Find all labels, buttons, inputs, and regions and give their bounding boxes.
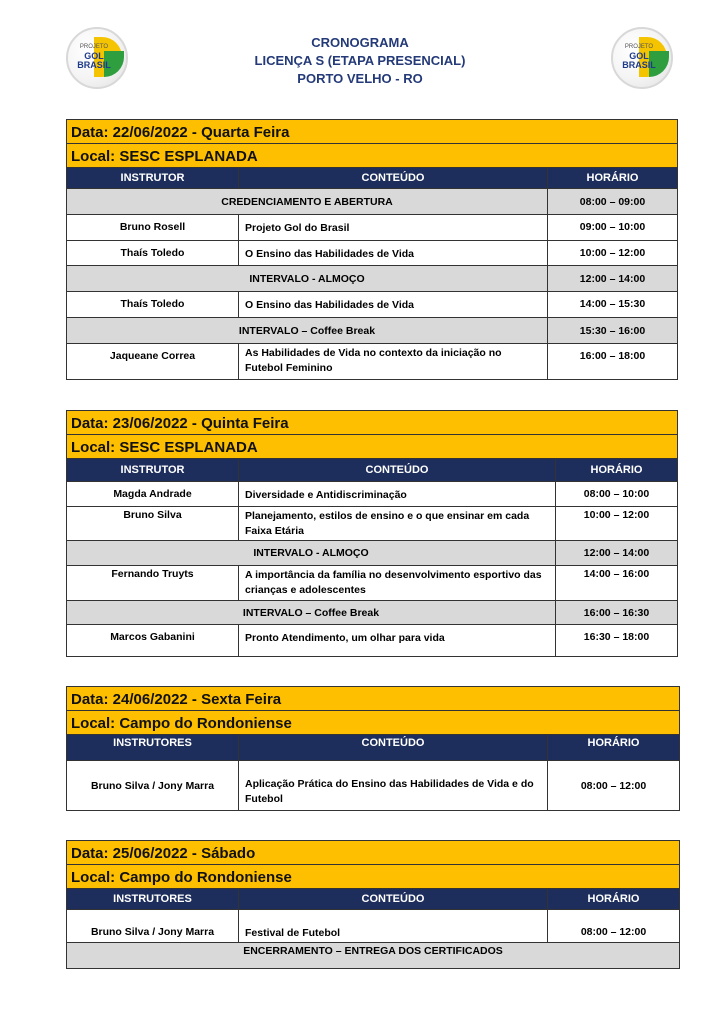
- col-header-content: CONTEÚDO: [239, 889, 548, 910]
- col-header-instructor: INSTRUTOR: [67, 168, 239, 189]
- time-cell: 12:00 – 14:00: [548, 266, 678, 292]
- break-label: CREDENCIAMENTO E ABERTURA: [67, 189, 548, 215]
- day-date: Data: 23/06/2022 - Quinta Feira: [67, 411, 678, 435]
- logo-text-line1: GOL: [629, 51, 649, 61]
- time-cell: 16:00 – 16:30: [556, 601, 678, 625]
- time-cell: 08:00 – 12:00: [548, 910, 680, 943]
- instructor-cell: Thaís Toledo: [67, 292, 239, 318]
- day-local: Local: SESC ESPLANADA: [67, 144, 678, 168]
- table-row: [67, 761, 680, 811]
- instructor-cell: Marcos Gabanini: [67, 625, 239, 657]
- closing-label: ENCERRAMENTO – ENTREGA DOS CERTIFICADOS: [67, 943, 680, 969]
- time-cell: 08:00 – 12:00: [548, 761, 680, 811]
- content-cell: Planejamento, estilos de ensino e o que ensinar em cada Faixa Etária: [239, 507, 556, 541]
- content-cell: Festival de Futebol: [239, 910, 548, 943]
- content-cell: Diversidade e Antidiscriminação: [239, 482, 556, 507]
- content-cell: A importância da família no desenvolvimento esportivo das crianças e adolescentes: [239, 566, 556, 601]
- table-row: [67, 507, 678, 541]
- table-row: [67, 601, 678, 625]
- day-local: Local: Campo do Rondoniense: [67, 865, 680, 889]
- table-row: [67, 482, 678, 507]
- col-header-time: HORÁRIO: [548, 735, 680, 761]
- time-cell: 08:00 – 09:00: [548, 189, 678, 215]
- day-table-3: [66, 686, 680, 811]
- col-header-content: CONTEÚDO: [239, 735, 548, 761]
- content-cell: Aplicação Prática do Ensino das Habilidades de Vida e do Futebol: [239, 761, 548, 811]
- table-row: [67, 189, 678, 215]
- table-row: [67, 625, 678, 657]
- day-date: Data: 22/06/2022 - Quarta Feira: [67, 120, 678, 144]
- time-cell: 09:00 – 10:00: [548, 215, 678, 241]
- col-header-time: HORÁRIO: [548, 168, 678, 189]
- instructor-cell: Thaís Toledo: [67, 241, 239, 266]
- break-label: INTERVALO – Coffee Break: [67, 318, 548, 344]
- instructor-cell: Bruno Silva / Jony Marra: [67, 910, 239, 943]
- content-cell: As Habilidades de Vida no contexto da iniciação no Futebol Feminino: [239, 344, 548, 380]
- table-row: [67, 943, 680, 969]
- title-line-2: LICENÇA S (ETAPA PRESENCIAL): [254, 53, 466, 68]
- instructor-cell: Bruno Silva / Jony Marra: [67, 761, 239, 811]
- table-row: [67, 215, 678, 241]
- col-header-instructor: INSTRUTORES: [67, 735, 239, 761]
- day-local: Local: Campo do Rondoniense: [67, 711, 680, 735]
- logo-text-line2: BRASIL: [622, 60, 656, 70]
- content-cell: O Ensino das Habilidades de Vida: [239, 241, 548, 266]
- day-date: Data: 24/06/2022 - Sexta Feira: [67, 687, 680, 711]
- day-table-1: [66, 119, 678, 380]
- col-header-time: HORÁRIO: [556, 459, 678, 482]
- table-row: [67, 344, 678, 380]
- logo-text-top: PROJETO: [624, 44, 654, 50]
- table-row: [67, 266, 678, 292]
- time-cell: 12:00 – 14:00: [556, 541, 678, 566]
- break-label: INTERVALO - ALMOÇO: [67, 541, 556, 566]
- content-cell: Pronto Atendimento, um olhar para vida: [239, 625, 556, 657]
- logo-text-line1: GOL: [84, 51, 104, 61]
- col-header-time: HORÁRIO: [548, 889, 680, 910]
- day-table-2: [66, 410, 678, 657]
- table-row: [67, 292, 678, 318]
- title-line-3: PORTO VELHO - RO: [297, 71, 423, 86]
- table-row: [67, 241, 678, 266]
- table-row: [67, 910, 680, 943]
- time-cell: 14:00 – 16:00: [556, 566, 678, 601]
- table-row: [67, 318, 678, 344]
- instructor-cell: Jaqueane Correa: [67, 344, 239, 380]
- col-header-content: CONTEÚDO: [239, 168, 548, 189]
- content-cell: O Ensino das Habilidades de Vida: [239, 292, 548, 318]
- table-row: [67, 566, 678, 601]
- time-cell: 15:30 – 16:00: [548, 318, 678, 344]
- time-cell: 10:00 – 12:00: [556, 507, 678, 541]
- time-cell: 08:00 – 10:00: [556, 482, 678, 507]
- day-local: Local: SESC ESPLANADA: [67, 435, 678, 459]
- day-table-4: [66, 840, 680, 969]
- table-row: [67, 541, 678, 566]
- col-header-instructor: INSTRUTORES: [67, 889, 239, 910]
- logo-text-top: PROJETO: [79, 44, 109, 50]
- logo-text: [619, 43, 659, 70]
- instructor-cell: Bruno Rosell: [67, 215, 239, 241]
- col-header-content: CONTEÚDO: [239, 459, 556, 482]
- instructor-cell: Bruno Silva: [67, 507, 239, 541]
- gol-do-brasil-logo-right: [611, 27, 673, 89]
- day-date: Data: 25/06/2022 - Sábado: [67, 841, 680, 865]
- time-cell: 14:00 – 15:30: [548, 292, 678, 318]
- break-label: INTERVALO – Coffee Break: [67, 601, 556, 625]
- logo-text-line2: BRASIL: [77, 60, 111, 70]
- instructor-cell: Fernando Truyts: [67, 566, 239, 601]
- time-cell: 10:00 – 12:00: [548, 241, 678, 266]
- page-header: [0, 0, 720, 110]
- title-line-1: CRONOGRAMA: [311, 35, 409, 50]
- col-header-instructor: INSTRUTOR: [67, 459, 239, 482]
- time-cell: 16:00 – 18:00: [548, 344, 678, 380]
- content-cell: Projeto Gol do Brasil: [239, 215, 548, 241]
- break-label: INTERVALO - ALMOÇO: [67, 266, 548, 292]
- time-cell: 16:30 – 18:00: [556, 625, 678, 657]
- instructor-cell: Magda Andrade: [67, 482, 239, 507]
